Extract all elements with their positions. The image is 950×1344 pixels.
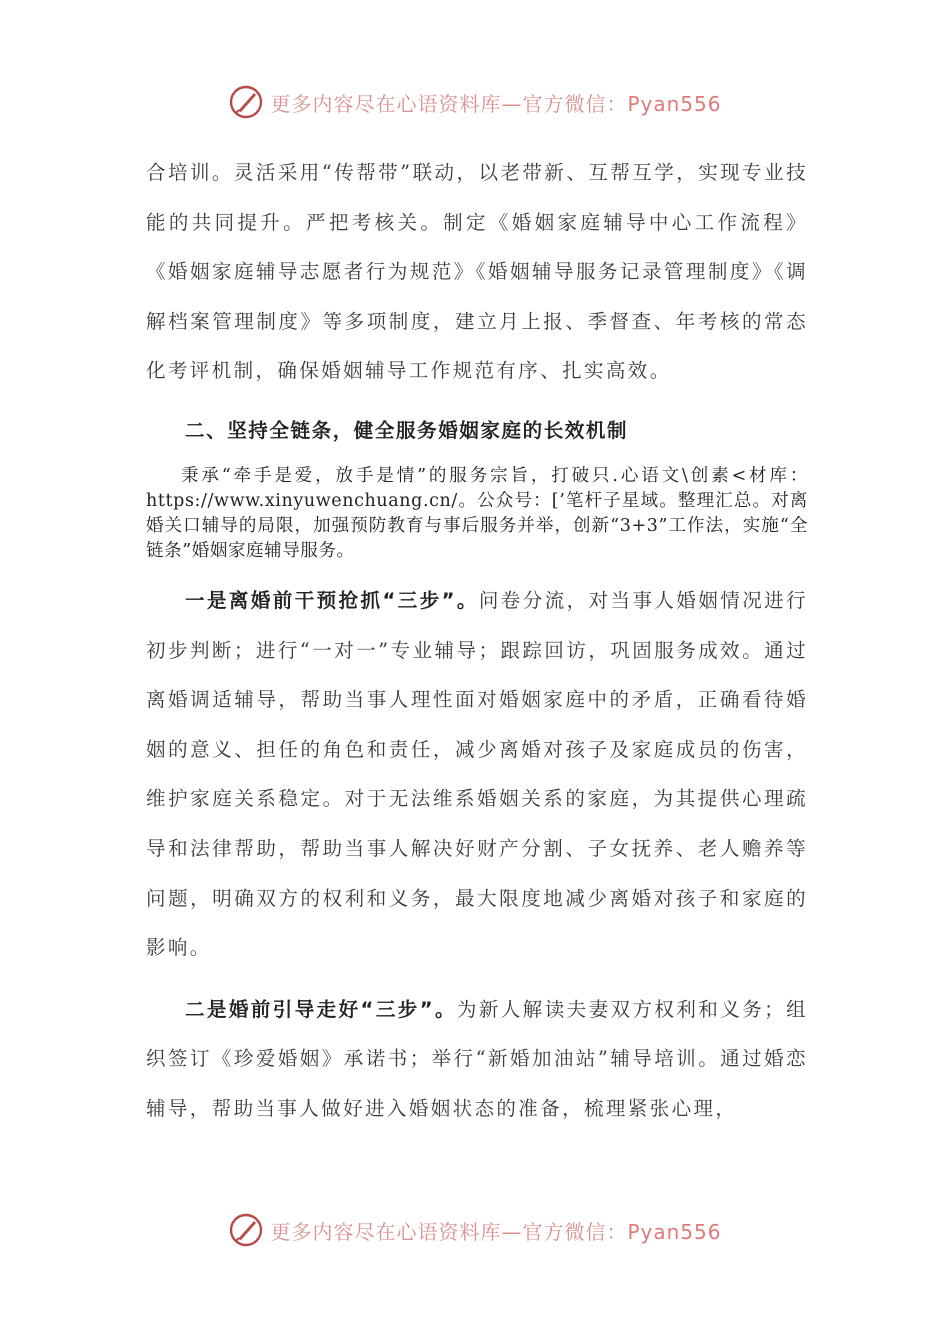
- banner-wechat-id: Pyan556: [627, 1219, 722, 1244]
- paragraph-training: 合培训。灵活采用“传帮带”联动，以老带新、互帮互学，实现专业技能的共同提升。严把考核关。制定《婚姻家庭辅导中心工作流程》《婚姻家庭辅导志愿者行为规范》《婚姻辅导服务记录管理制度》《调解档案管理制度》等多项制度，建立月上报、季督查、年考核的常态化考评机制，确保婚姻辅导工作规范有序、扎实高效。: [146, 161, 808, 383]
- paragraph-pre-divorce: 一是离婚前干预抢抓“三步”。问卷分流，对当事人婚姻情况进行初步判断；进行“一对一”专业辅导；跟踪回访，巩固服务成效。通过离婚调适辅导，帮助当事人理性面对婚姻家庭中的矛盾，正确看待婚姻的意义、担任的角色和责任，减少离婚对孩子及家庭成员的伤害，维护家庭关系稳定。对于无法维系婚姻关系的家庭，为其提供心理疏导和法律帮助，帮助当事人解决好财产分割、子女抚养、老人赡养等问题，明确双方的权利和义务，最大限度地减少离婚对孩子和家庭的影响。: [146, 588, 808, 960]
- paragraph-lead: 一是离婚前干预抢抓“三步”。: [185, 588, 479, 612]
- banner-text: 更多内容尽在心语资料库—官方微信：Pyan556: [270, 1219, 722, 1244]
- document-body: [146, 148, 808, 1134]
- quill-pen-icon: [228, 84, 264, 120]
- section-heading-2: 二、坚持全链条，健全服务婚姻家庭的长效机制: [185, 418, 629, 442]
- paragraph-pre-marriage: 二是婚前引导走好“三步”。为新人解读夫妻双方权利和义务；组织签订《珍爱婚姻》承诺书；举行“新婚加油站”辅导培训。通过婚恋辅导，帮助当事人做好进入婚姻状态的准备，梳理紧张心理，: [146, 997, 808, 1120]
- banner-wechat-id: Pyan556: [627, 91, 722, 116]
- footer-banner: [0, 1210, 950, 1250]
- banner-text: 更多内容尽在心语资料库—官方微信：Pyan556: [270, 91, 722, 116]
- paragraph-inserted-notice: 秉承“牵手是爱，放手是情”的服务宗旨，打破只.心语文\创素<材库：https://www.xinyuwenchuang.cn/。公众号：[’笔杆子星域。整理汇总。对离婚关口辅导的局限，加强预防教育与事后服务并举，创新“3+3”工作法，实施“全链条”婚姻家庭辅导服务。: [146, 465, 808, 561]
- paragraph-lead: 二是婚前引导走好“三步”。: [185, 997, 457, 1021]
- quill-pen-icon: [228, 1212, 264, 1248]
- header-banner: [0, 82, 950, 122]
